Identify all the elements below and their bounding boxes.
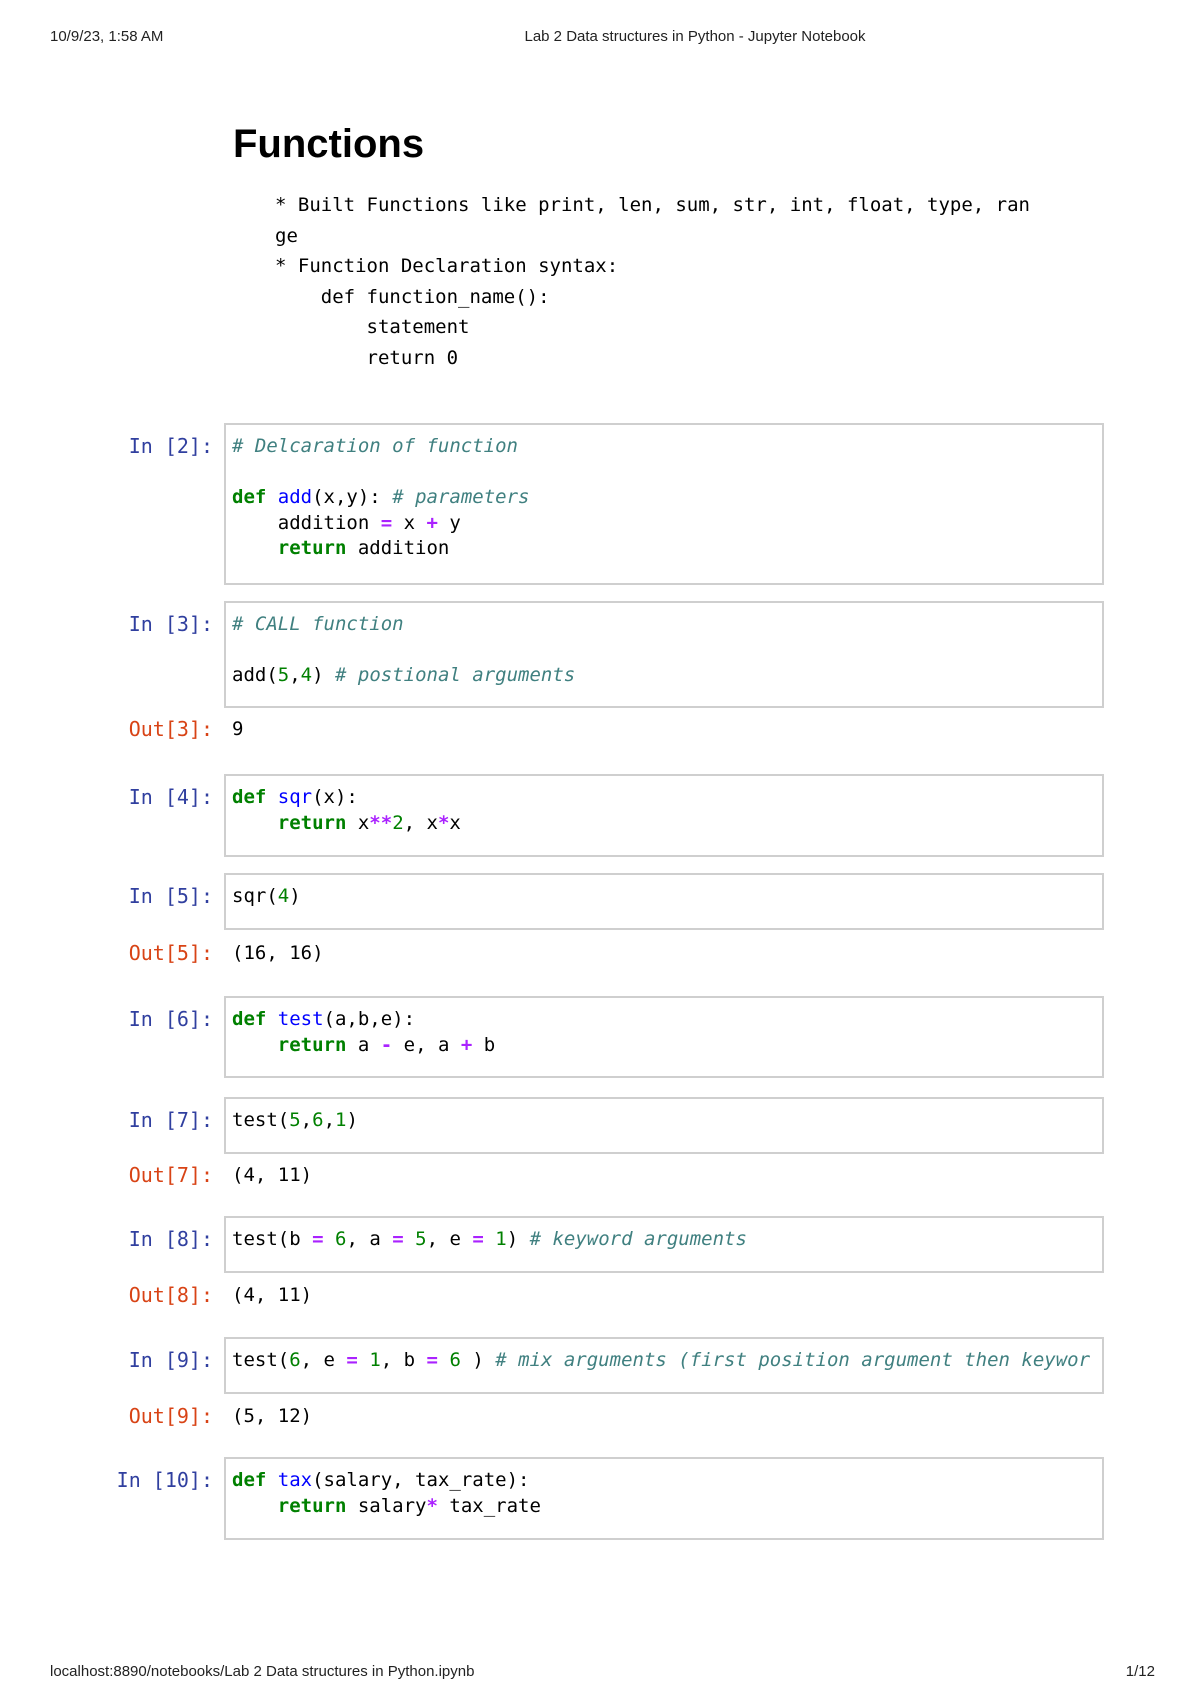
code-editor[interactable]: [226, 776, 1102, 836]
code-line: test(5,6,1): [232, 1109, 358, 1131]
cell-output: 9: [232, 718, 244, 740]
code-line: test(b = 6, a = 5, e = 1) # keyword arguments: [232, 1228, 747, 1250]
code-line: def add(x,y): # parameters: [232, 486, 530, 508]
markdown-line: * Function Declaration syntax:: [275, 255, 619, 277]
markdown-line: def function_name():: [275, 285, 550, 308]
code-cell[interactable]: [224, 774, 1104, 857]
code-line: def test(a,b,e):: [232, 1008, 416, 1030]
code-line: add(5,4) # postional arguments: [232, 664, 576, 686]
code-line: return salary* tax_rate: [277, 1494, 541, 1517]
code-cell[interactable]: [224, 996, 1104, 1078]
code-line: return addition: [277, 537, 450, 559]
markdown-line: return 0: [275, 346, 459, 369]
markdown-preformatted: [275, 190, 1030, 373]
code-line: sqr(4): [232, 885, 301, 907]
in-prompt: In [9]:: [128, 1348, 213, 1372]
code-editor[interactable]: [226, 1218, 1102, 1253]
code-cell[interactable]: [224, 1097, 1104, 1154]
code-cell[interactable]: [224, 873, 1104, 930]
in-prompt: In [2]:: [128, 434, 213, 458]
code-line: def tax(salary, tax_rate):: [232, 1469, 530, 1491]
code-line: return a - e, a + b: [277, 1033, 496, 1056]
code-editor[interactable]: [226, 1459, 1102, 1519]
print-page-title: Lab 2 Data structures in Python - Jupyter Notebook: [524, 28, 866, 45]
in-prompt: In [7]:: [128, 1108, 213, 1132]
in-prompt: In [6]:: [128, 1007, 213, 1031]
code-editor[interactable]: [226, 603, 1102, 689]
cell-output: (4, 11): [232, 1164, 313, 1186]
in-prompt: In [5]:: [128, 884, 213, 908]
code-line: def sqr(x):: [232, 786, 358, 808]
code-line: [232, 460, 1102, 486]
code-line: addition = x + y: [232, 511, 461, 534]
in-prompt: In [10]:: [116, 1468, 213, 1492]
markdown-line: ge: [275, 224, 298, 247]
out-prompt: Out[3]:: [128, 717, 213, 741]
print-datetime: 10/9/23, 1:58 AM: [50, 28, 164, 45]
markdown-heading: Functions: [233, 122, 425, 166]
code-editor[interactable]: [226, 425, 1102, 562]
code-cell[interactable]: [224, 1457, 1104, 1540]
in-prompt: In [4]:: [128, 785, 213, 809]
cell-output: (5, 12): [232, 1405, 313, 1427]
code-editor[interactable]: [226, 1099, 1102, 1134]
code-editor[interactable]: [226, 1339, 1102, 1374]
code-editor[interactable]: [226, 998, 1102, 1058]
code-cell[interactable]: [224, 1337, 1104, 1394]
code-line: [232, 638, 1102, 664]
page-indicator: 1/12: [1125, 1663, 1155, 1680]
out-prompt: Out[8]:: [128, 1283, 213, 1307]
in-prompt: In [8]:: [128, 1227, 213, 1251]
out-prompt: Out[9]:: [128, 1404, 213, 1428]
out-prompt: Out[7]:: [128, 1163, 213, 1187]
cell-output: (4, 11): [232, 1284, 313, 1306]
in-prompt: In [3]:: [128, 612, 213, 636]
markdown-line: statement: [275, 316, 470, 338]
code-line: test(6, e = 1, b = 6 ) # mix arguments (first position argument then keywor: [232, 1349, 1091, 1371]
markdown-line: * Built Functions like print, len, sum, str, int, float, type, ran: [275, 194, 1030, 216]
code-line: # Delcaration of function: [232, 435, 518, 457]
code-cell[interactable]: [224, 1216, 1104, 1273]
code-editor[interactable]: [226, 875, 1102, 910]
out-prompt: Out[5]:: [128, 941, 213, 965]
code-cell[interactable]: [224, 423, 1104, 585]
code-line: return x**2, x*x: [277, 811, 461, 834]
cell-output: (16, 16): [232, 942, 324, 964]
code-cell[interactable]: [224, 601, 1104, 708]
code-line: # CALL function: [232, 613, 404, 635]
print-url: localhost:8890/notebooks/Lab 2 Data structures in Python.ipynb: [50, 1663, 475, 1680]
